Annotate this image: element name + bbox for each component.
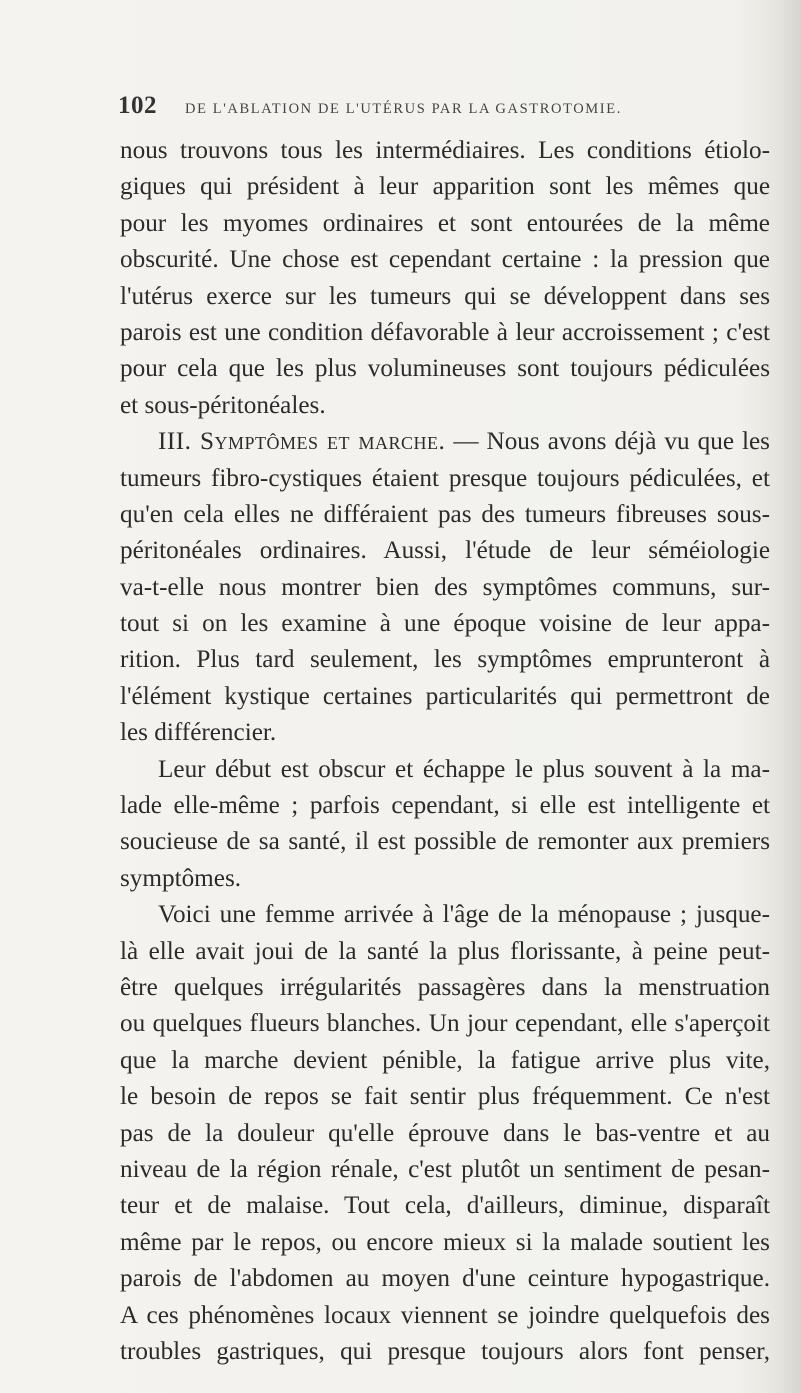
text-line: lade elle-même ; parfois cependant, si elle est intelligente et [120,792,770,820]
running-title: DE L'ABLATION DE L'UTÉRUS PAR LA GASTROTOMIE. [185,101,622,117]
text-line: et sous-péritonéales. [120,391,326,419]
body-text [120,133,770,1370]
text-line: soucieuse de sa santé, il est possible de remonter aux premiers [120,828,770,856]
text-line: que la marche devient pénible, la fatigue arrive plus vite, [120,1046,770,1074]
text-line: Leur début est obscur et échappe le plus souvent à la ma- [158,755,770,783]
text-line: qu'en cela elles ne différaient pas des tumeurs fibreuses sous- [120,500,770,528]
text-line: Voici une femme arrivée à l'âge de la ménopause ; jusque- [158,901,770,929]
text-line: l'élément kystique certaines particularités qui permettront de [120,682,770,710]
text-line: le besoin de repos se fait sentir plus fréquemment. Ce n'est [120,1083,770,1111]
text-line: tout si on les examine à une époque voisine de leur appa- [120,610,770,638]
text-line: l'utérus exerce sur les tumeurs qui se développent dans ses [120,282,770,310]
paragraph-1 [120,133,770,424]
page-number: 102 [118,92,157,119]
text-line: même par le repos, ou encore mieux si la malade soutient les [120,1228,770,1256]
text-line: parois est une condition défavorable à leur accroissement ; c'est [120,318,770,346]
paragraph-4 [120,897,770,1370]
text-line: rition. Plus tard seulement, les symptômes emprunteront à [120,646,770,674]
text-line: obscurité. Une chose est cependant certaine : la pression que [120,246,770,274]
text-line: pour cela que les plus volumineuses sont toujours pédiculées [120,355,770,383]
text-line: être quelques irrégularités passagères dans la menstruation [120,973,770,1001]
text-line: parois de l'abdomen au moyen d'une ceinture hypogastrique. [120,1265,770,1293]
paragraph-3 [120,752,770,898]
text-line: A ces phénomènes locaux viennent se joindre quelquefois des [120,1301,770,1329]
text-line: ou quelques flueurs blanches. Un jour cependant, elle s'aperçoit [120,1010,770,1038]
section-heading-rest: — Nous avons déjà vu que les [445,428,770,456]
text-line: les différencier. [120,719,277,747]
text-line: teur et de malaise. Tout cela, d'ailleurs, diminue, disparaît [120,1192,770,1220]
text-line: giques qui président à leur apparition sont les mêmes que [120,173,770,201]
text-line: pas de la douleur qu'elle éprouve dans le bas-ventre et au [120,1119,770,1147]
text-line: péritonéales ordinaires. Aussi, l'étude de leur séméiologie [120,537,770,565]
paragraph-2 [120,424,770,752]
section-heading-line [120,424,770,460]
text-line: symptômes. [120,864,242,892]
text-line: troubles gastriques, qui presque toujours alors font penser, [120,1337,770,1365]
text-line: nous trouvons tous les intermédiaires. Les conditions étiolo- [120,137,770,164]
text-line: va-t-elle nous montrer bien des symptômes communs, sur- [120,573,770,601]
section-heading: III. Symptômes et marche. [158,428,446,456]
text-line: tumeurs fibro-cystiques étaient presque toujours pédiculées, et [120,464,770,492]
text-line: pour les myomes ordinaires et sont entourées de la même [120,209,770,237]
running-header [118,92,718,126]
text-line: là elle avait joui de la santé la plus florissante, à peine peut- [120,937,770,965]
text-line: niveau de la région rénale, c'est plutôt un sentiment de pesan- [120,1155,770,1183]
